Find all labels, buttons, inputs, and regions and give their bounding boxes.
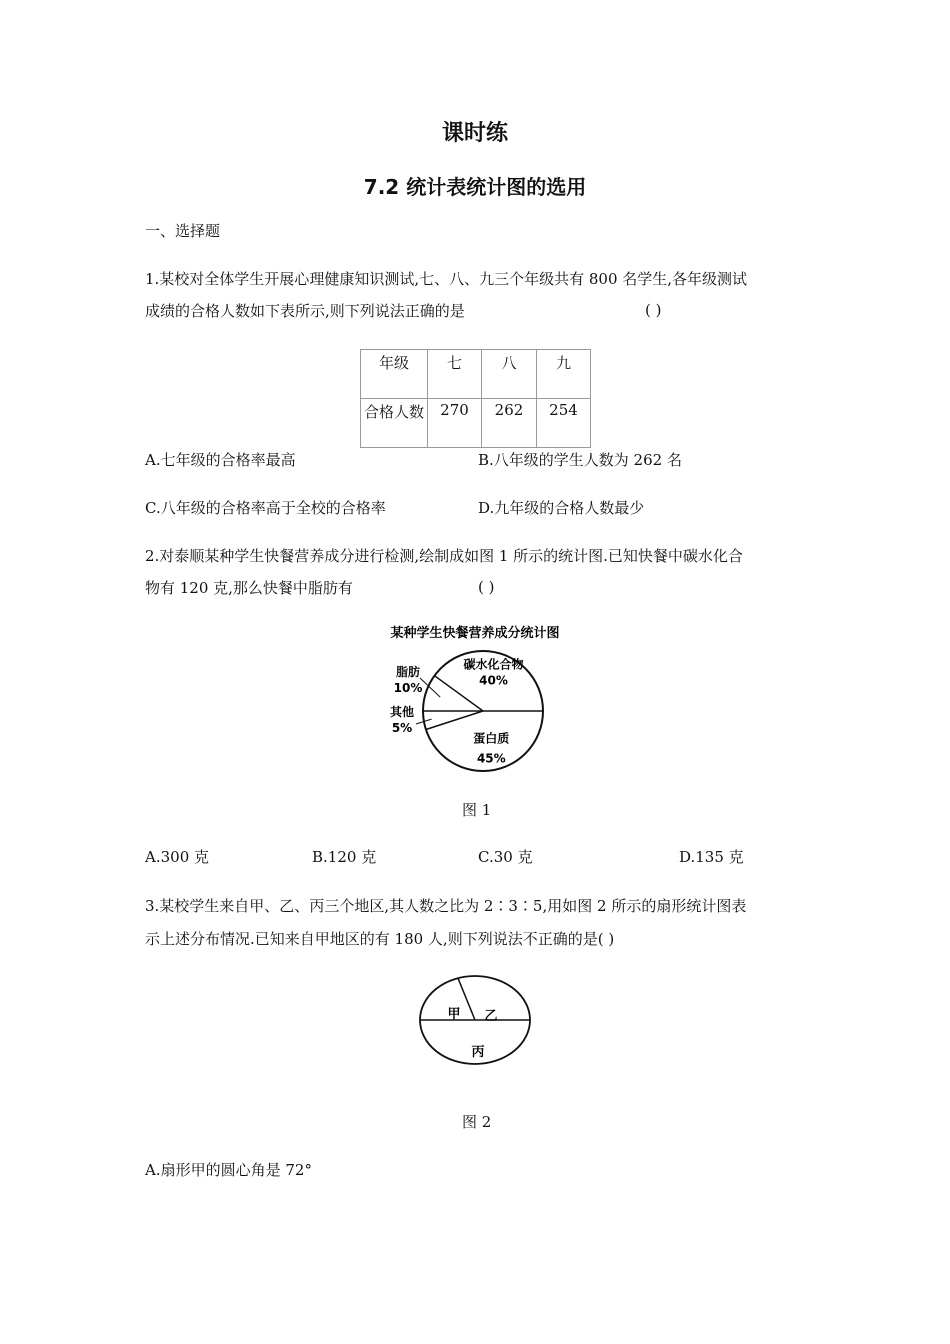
table-cell: 八 (482, 350, 537, 399)
region-pie-chart (410, 970, 540, 1070)
table-row (361, 350, 591, 399)
q2-option-d: D.135 克 (679, 848, 744, 866)
q2-option-c: C.30 克 (478, 848, 533, 866)
q1-table (360, 349, 591, 448)
slice-label: 40% (479, 673, 508, 688)
pie-slice-boundary (458, 978, 475, 1020)
page-title: 课时练 (441, 121, 508, 146)
q3-line-2: 示上述分布情况.已知来自甲地区的有 180 人,则下列说法不正确的是( ) (145, 930, 615, 948)
chart-title: 某种学生快餐营养成分统计图 (390, 626, 560, 641)
slice-label: 甲 (447, 1007, 461, 1022)
q1-line-2: 成绩的合格人数如下表所示,则下列说法正确的是 (145, 302, 465, 320)
nutrition-pie-chart (370, 620, 570, 780)
q1-option-d: D.九年级的合格人数最少 (478, 499, 645, 517)
slice-label: 乙 (484, 1009, 498, 1024)
q3-option-a: A.扇形甲的圆心角是 72° (145, 1161, 312, 1179)
slice-label: 丙 (471, 1045, 485, 1060)
table-row (361, 399, 591, 448)
q1-option-a: A.七年级的合格率最高 (145, 451, 296, 469)
q2-line-1: 2.对泰顺某种学生快餐营养成分进行检测,绘制成如图 1 所示的统计图.已知快餐中碳水化合 (145, 547, 743, 565)
q1-answer-paren: ( ) (645, 301, 662, 319)
slice-label: 脂肪 (395, 665, 421, 679)
q1-option-b: B.八年级的学生人数为 262 名 (478, 451, 682, 469)
q2-option-a: A.300 克 (145, 848, 209, 866)
section-heading: 一、选择题 (145, 222, 221, 240)
figure-2-caption: 图 2 (462, 1113, 492, 1131)
slice-label: 其他 (389, 705, 415, 719)
slice-label: 5% (391, 721, 413, 735)
table-cell: 七 (428, 350, 482, 399)
q3-line-1: 3.某校学生来自甲、乙、丙三个地区,其人数之比为 2∶3∶5,用如图 2 所示的扇形统计图表 (145, 897, 747, 915)
q2-line-2: 物有 120 克,那么快餐中脂肪有 (145, 579, 353, 597)
table-cell: 262 (482, 399, 537, 448)
q2-option-b: B.120 克 (312, 848, 377, 866)
page-subtitle: 7.2 统计表统计图的选用 (363, 175, 587, 199)
table-cell: 九 (537, 350, 591, 399)
table-cell: 270 (428, 399, 482, 448)
q1-line-1: 1.某校对全体学生开展心理健康知识测试,七、八、九三个年级共有 800 名学生,各年级测试 (145, 270, 748, 288)
slice-label: 碳水化合物 (463, 657, 524, 672)
table-cell: 254 (537, 399, 591, 448)
table-cell: 合格人数 (361, 399, 428, 448)
slice-label: 蛋白质 (473, 731, 510, 746)
pie-slice-boundary (435, 676, 484, 711)
slice-label: 45% (476, 751, 506, 766)
slice-label: 10% (393, 681, 423, 695)
table-cell: 年级 (361, 350, 428, 399)
pie-slice-boundary (426, 711, 483, 730)
q1-option-c: C.八年级的合格率高于全校的合格率 (145, 499, 386, 517)
q2-answer-paren: ( ) (478, 578, 495, 596)
figure-1-caption: 图 1 (462, 801, 492, 819)
